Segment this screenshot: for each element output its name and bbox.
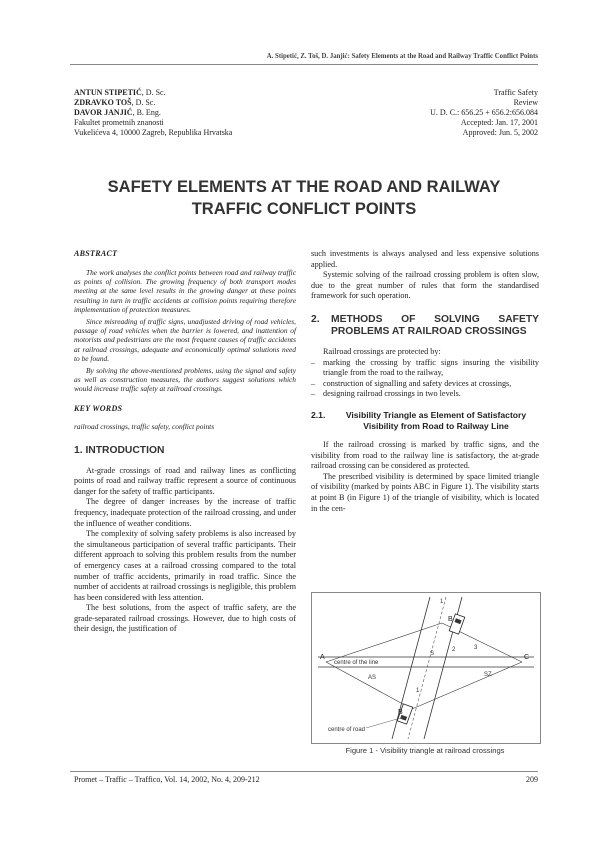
intro-paragraph-3: The complexity of solving safety problems is also increased by the simultaneous participation of several traffic participants. Their different approach to solving this problem results from the number of emergency cases at a railroad crossing compared to the total number of traffic accidents, primarily in road traffic. Since the number of accidents at railroad crossings is negligible, this problem has been considered with less attention. [74, 529, 296, 602]
label-1-lower: 1 [416, 688, 420, 694]
label-point-c: C [524, 654, 530, 661]
keywords-heading: KEY WORDS [74, 403, 123, 413]
intro-paragraph-2: The degree of danger increases by the increase of traffic frequency, inadequate protection of the railroad crossing, and under the influence of weather conditions. [74, 497, 296, 528]
author-block [74, 88, 232, 138]
road-edge-left [392, 597, 430, 739]
header-rule [70, 64, 538, 65]
label-1-upper: 1 [440, 599, 444, 605]
sight-line-ab [326, 662, 412, 709]
title-line-1: SAFETY ELEMENTS AT THE ROAD AND RAILWAY [107, 178, 501, 196]
section-2-1-paragraph-2: The prescribed visibility is determined by space limited triangle of visibility (marked by points ABC in Figure 1). The visibility starts at point B (in Figure 1) of the triangle of visibility, which is located in the cen- [311, 471, 539, 513]
label-3: 3 [474, 645, 478, 651]
list-item: – construction of signalling and safety devices at crossings, [311, 379, 539, 390]
section-2-heading: 2. METHODS OF SOLVING SAFETY PROBLEMS AT RAILROAD CROSSINGS [311, 313, 539, 338]
footer-rule [70, 771, 538, 772]
meta-accepted: Accepted: Jan. 17, 2001 [460, 118, 538, 127]
leader-centre-road [366, 717, 404, 728]
page-number: 209 [526, 775, 538, 784]
right-column [311, 249, 539, 514]
label-point-b-lower: B [398, 709, 403, 716]
meta-approved: Approved: Jun. 5, 2002 [462, 128, 538, 137]
meta-udc: U. D. C.: 656.25 + 656.2:656.084 [430, 108, 538, 117]
list-item: – designing railroad crossings in two levels. [311, 389, 539, 400]
title-line-2: TRAFFIC CONFLICT POINTS [191, 200, 417, 218]
label-s: S [430, 651, 435, 657]
label-point-b-upper: B [448, 616, 453, 623]
abstract-heading: ABSTRACT [74, 249, 118, 258]
abstract-paragraph-3: By solving the above-mentioned problems, using the signal and safety as well as construction measures, the authors suggest solutions which would increase traffic safety at railroad crossings. [74, 365, 296, 394]
meta-category-1: Traffic Safety [493, 88, 538, 97]
meta-category-2: Review [513, 98, 538, 107]
label-as: AS [368, 675, 377, 681]
keywords-text: railroad crossings, traffic safety, conflict points [74, 422, 215, 432]
intro-paragraph-4-cont: such investments is always analysed and less expensive solutions applied. [311, 249, 539, 269]
label-2: 2 [452, 647, 456, 653]
list-item: – marking the crossing by traffic signs insuring the visibility triangle from the road to the railway, [311, 358, 539, 379]
intro-paragraph-1: At-grade crossings of road and railway lines as conflicting points of road and railway traffic represent a source of continuous danger for the safety of traffic participants. [74, 465, 296, 496]
section-2-1-paragraph-1: If the railroad crossing is marked by traffic signs, and the visibility from road to the railway line is satisfactory, the at-grade railroad crossing can be considered as protected. [311, 439, 539, 471]
author-1: ANTUN STIPETIĆ, D. Sc. [74, 88, 166, 97]
intro-paragraph-5: Systemic solving of the railroad crossing problem is often slow, due to the great number of rules that form the standardised framework for such operation. [311, 270, 539, 301]
affiliation-line-2: Vukelićeva 4, 10000 Zagreb, Republika Hrvatska [74, 128, 233, 137]
article-meta [430, 88, 538, 138]
figure-caption: Figure 1 - Visibility triangle at railroad crossings [345, 746, 505, 755]
sight-line-bc [412, 662, 522, 709]
label-centre-of-road: centre of road [328, 727, 366, 733]
section-1-heading: 1. INTRODUCTION [74, 445, 165, 457]
figure-1 [311, 592, 541, 744]
sight-line-ab-upper [326, 623, 442, 662]
section-2-intro: Railroad crossings are protected by: [323, 346, 441, 356]
affiliation-line-1: Fakultet prometnih znanosti [74, 118, 164, 127]
abstract-paragraph-1: The work analyses the conflict points between road and railway traffic as points of collision. The growing frequency of both transport modes meeting at the same level results in the growing danger at these points resulting in turn in traffic accidents at collision points requiring therefore implementation of protection measures. [74, 267, 296, 315]
left-column [74, 249, 296, 635]
intro-paragraph-4: The best solutions, from the aspect of traffic safety, are the grade-separated railroad crossings. However, due to high costs of their design, the justification of [74, 603, 296, 634]
abstract-paragraph-2: Since misreading of traffic signs, unadjusted driving of road vehicles, passage of road vehicles when the barrier is lowered, and inattention of motorists and pedestrians are the most frequent causes of traffic accidents at railroad crossings, adequate and economically optimal solutions need to be found. [74, 316, 296, 364]
protection-list [311, 358, 539, 400]
paper-title [70, 176, 538, 220]
abstract [74, 249, 296, 394]
author-3: DAVOR JANJIĆ, B. Eng. [74, 108, 161, 117]
road-centre-line [408, 597, 446, 739]
running-head: A. Stipetić, Z. Toš, D. Janjić: Safety Elements at the Road and Railway Traffic Conflict Points [266, 53, 538, 60]
label-centre-of-line: centre of the line [334, 660, 379, 666]
label-point-a: A [320, 654, 325, 661]
author-2: ZDRAVKO TOŠ, D. Sc. [74, 98, 156, 107]
section-2-1-heading: 2.1. Visibility Triangle as Element of Satisfactory Visibility from Road to Railway Line [311, 409, 527, 431]
label-sz: SZ [484, 672, 492, 678]
journal-footer: Promet – Traffic – Traffico, Vol. 14, 2002, No. 4, 209-212 [74, 775, 260, 784]
visibility-triangle-diagram [312, 593, 540, 743]
